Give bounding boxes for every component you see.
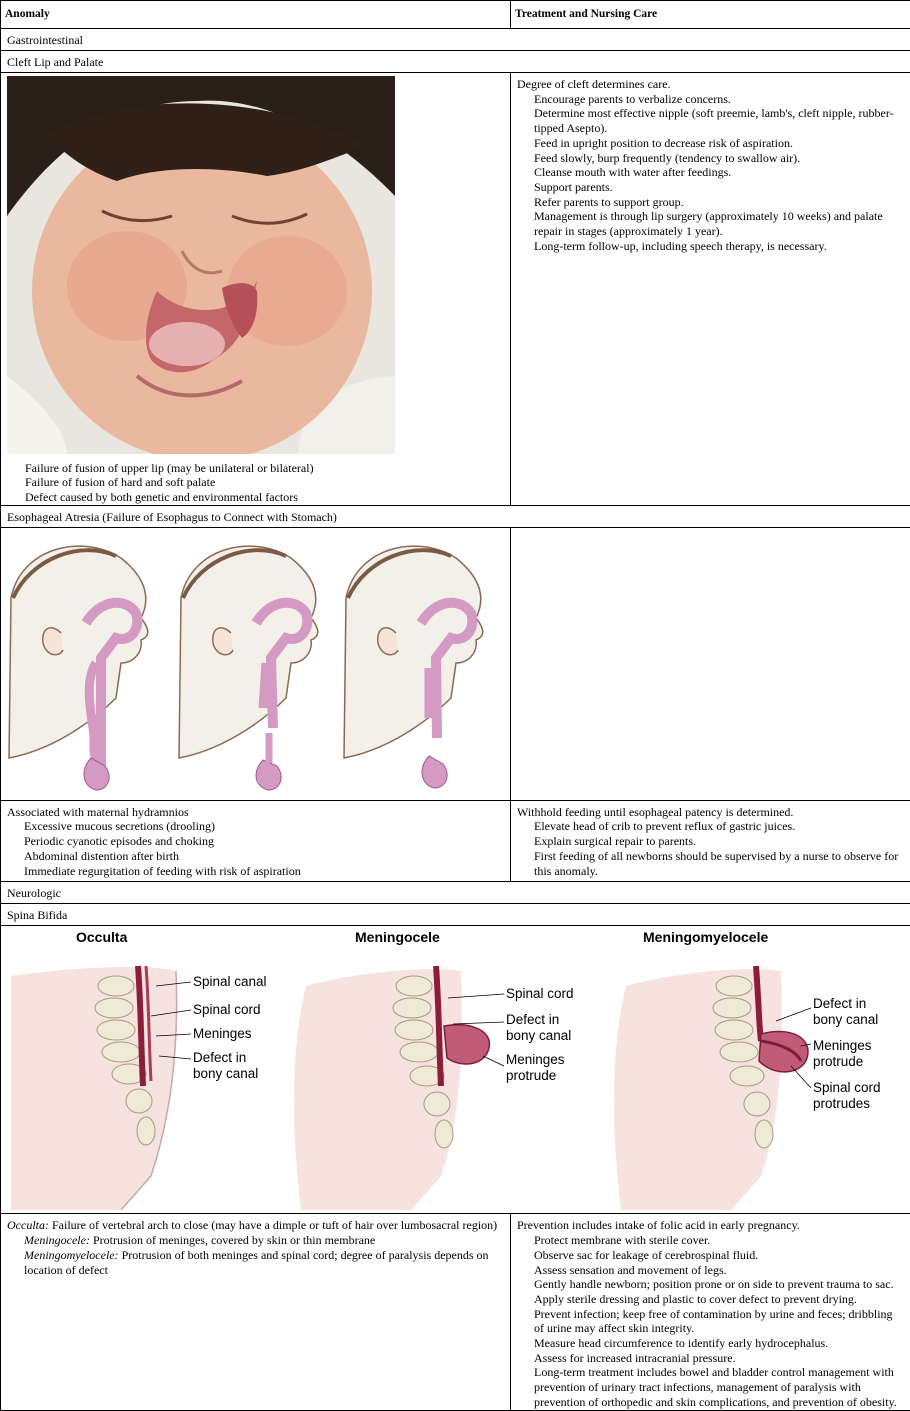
label-defect-in: Defect in [506, 1012, 559, 1027]
infant-profile-3 [344, 546, 483, 788]
header-anomaly: Anomaly [1, 1, 510, 22]
label-defect-in: Defect in [813, 996, 866, 1011]
section-row [1, 29, 910, 51]
lead-text: Associated with maternal hydramnios [7, 805, 504, 820]
label-protrude: protrude [506, 1068, 556, 1083]
meningocele-title: Meningocele [355, 929, 440, 945]
label-spinal-cord: Spinal cord [813, 1080, 881, 1095]
label-protrude: protrude [813, 1054, 863, 1069]
list-item: Failure of fusion of hard and soft palate [25, 475, 510, 490]
list-item: Long-term treatment includes bowel and bladder control management with prevention of urinary tract infections, management of paralysis with prevention of orthopedic and skin complications, and prevention of obesity. [534, 1365, 904, 1409]
list-item: Immediate regurgitation of feeding with risk of aspiration [24, 864, 504, 879]
list-item: Apply sterile dressing and plastic to cover defect to prevent drying. [534, 1292, 904, 1307]
label-protrudes: protrudes [813, 1096, 870, 1111]
list-item: Excessive mucous secretions (drooling) [24, 819, 504, 834]
table-row [1, 1214, 910, 1410]
list-item: Support parents. [534, 180, 904, 195]
label-meninges: Meninges [193, 1026, 252, 1041]
desc-meningocele: Meningocele: Protrusion of meninges, covered by skin or thin membrane [24, 1233, 504, 1248]
esophageal-atresia-illustration [1, 528, 509, 796]
subsection-esophageal-atresia: Esophageal Atresia (Failure of Esophagus to Connect with Stomach) [1, 506, 910, 525]
list-item: First feeding of all newborns should be supervised by a nurse to observe for this anomaly. [534, 849, 904, 878]
list-item: Determine most effective nipple (soft preemie, lamb's, cleft nipple, rubber-tipped Asepto). [534, 106, 904, 135]
label-meninges: Meninges [506, 1052, 565, 1067]
desc-meningomyelocele: Meningomyelocele: Protrusion of both meninges and spinal cord; degree of paralysis depends on location of defect [24, 1248, 504, 1277]
list-item: Explain surgical repair to parents. [534, 834, 904, 849]
list-item: Elevate head of crib to prevent reflux of gastric juices. [534, 819, 904, 834]
table-header [1, 1, 910, 29]
infant-profile-1 [9, 546, 148, 790]
list-item: Measure head circumference to identify early hydrocephalus. [534, 1336, 904, 1351]
subsection-cleft-lip: Cleft Lip and Palate [1, 51, 910, 70]
list-item: Feed in upright position to decrease risk of aspiration. [534, 136, 904, 151]
table-row [1, 800, 910, 881]
list-item: Abdominal distention after birth [24, 849, 504, 864]
subsection-row [1, 51, 910, 73]
list-item: Assess sensation and movement of legs. [534, 1263, 904, 1278]
subsection-spina-bifida: Spina Bifida [1, 904, 910, 923]
occulta-figure [11, 929, 267, 1210]
label-spinal-cord: Spinal cord [506, 986, 574, 1001]
meningomyelocele-figure [614, 929, 881, 1210]
label-spinal-cord: Spinal cord [193, 1002, 261, 1017]
care-lead: Withhold feeding until esophageal patency is determined. [517, 805, 904, 820]
section-gastrointestinal: Gastrointestinal [1, 29, 910, 48]
spina-bifida-illustration [1, 926, 909, 1210]
list-item: Periodic cyanotic episodes and choking [24, 834, 504, 849]
list-item: Long-term follow-up, including speech therapy, is necessary. [534, 239, 904, 254]
label-spinal-canal: Spinal canal [193, 974, 267, 989]
section-neurologic: Neurologic [1, 882, 910, 901]
list-item: Defect caused by both genetic and environmental factors [25, 490, 510, 505]
header-treatment: Treatment and Nursing Care [511, 1, 910, 22]
list-item: Encourage parents to verbalize concerns. [534, 92, 904, 107]
table-row [1, 925, 910, 1214]
list-item: Assess for increased intracranial pressure. [534, 1351, 904, 1366]
list-item: Management is through lip surgery (approximately 10 weeks) and palate repair in stages (approximately 1 year). [534, 209, 904, 238]
occulta-title: Occulta [76, 929, 128, 945]
label-bony-canal: bony canal [193, 1066, 258, 1081]
care-lead: Degree of cleft determines care. [517, 77, 904, 92]
list-item: Refer parents to support group. [534, 195, 904, 210]
table-row [1, 73, 910, 506]
list-item: Prevent infection; keep free of contamination by urine and feces; dribbling of urine may affect skin integrity. [534, 1307, 904, 1336]
cleft-lip-photo [7, 76, 395, 454]
list-item: Observe sac for leakage of cerebrospinal fluid. [534, 1248, 904, 1263]
section-row [1, 881, 910, 903]
list-item: Cleanse mouth with water after feedings. [534, 165, 904, 180]
label-defect-in: Defect in [193, 1050, 246, 1065]
list-item: Feed slowly, burp frequently (tendency to swallow air). [534, 151, 904, 166]
list-item: Failure of fusion of upper lip (may be unilateral or bilateral) [25, 461, 510, 476]
list-item: Protect membrane with sterile cover. [534, 1233, 904, 1248]
meningocele-figure [294, 929, 574, 1210]
care-lead: Prevention includes intake of folic acid in early pregnancy. [517, 1218, 904, 1233]
infant-profile-2 [179, 546, 318, 790]
table-row [1, 528, 910, 801]
subsection-row [1, 506, 910, 528]
label-bony-canal: bony canal [506, 1028, 571, 1043]
label-meninges: Meninges [813, 1038, 872, 1053]
meningomyelocele-title: Meningomyelocele [643, 929, 768, 945]
desc-occulta: Occulta: Failure of vertebral arch to close (may have a dimple or tuft of hair over lumbosacral region) [7, 1218, 504, 1233]
subsection-row [1, 903, 910, 925]
label-bony-canal: bony canal [813, 1012, 878, 1027]
list-item: Gently handle newborn; position prone or on side to prevent trauma to sac. [534, 1277, 904, 1292]
